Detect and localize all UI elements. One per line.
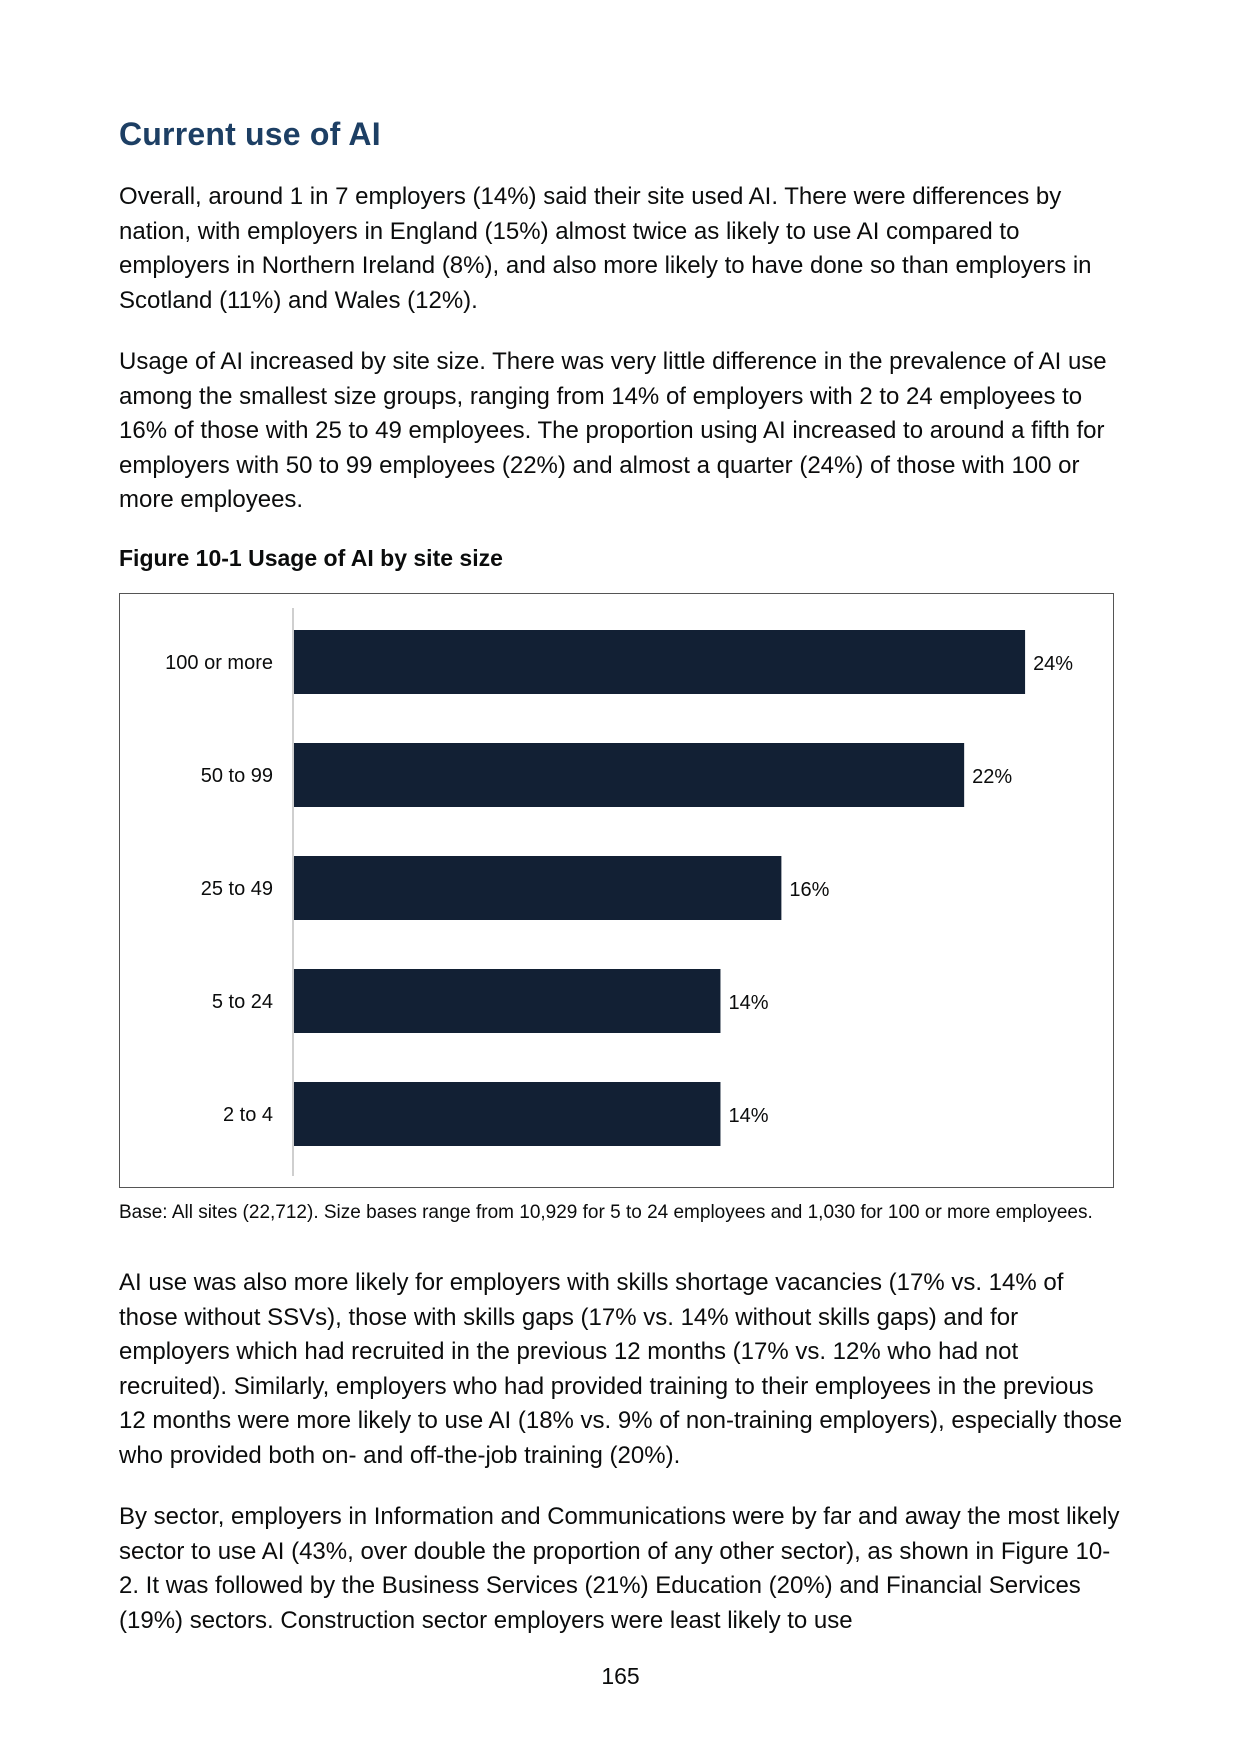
bar-chart — [120, 594, 1115, 1189]
bar-1 — [294, 743, 964, 807]
skills-paragraph: AI use was also more likely for employers with skills shortage vacancies (17% vs. 14% of those without SSVs), those with skills gaps (17% vs. 14% without skills gaps) and for employers which had recruited in the previous 12 months (17% vs. 12% who had not recruited). Similarly, employers who had provided training to their employees in the previous 12 months were more likely to use AI (18% vs. 9% of non-training employers), especially those who provided both on- and off-the-job training (20%). — [119, 1269, 1123, 1469]
category-label: 100 or more — [165, 652, 273, 674]
page-heading: Current use of AI — [119, 116, 381, 152]
bar-2 — [294, 856, 781, 920]
sector-paragraph: By sector, employers in Information and Communications were by far and away the most likely sector to use AI (43%, over double the proportion of any other sector), as shown in Figure 10-2. It was followed by the Business Services (21%) Education (20%) and Financial Services (19%) sectors. Construction sector employers were least likely to use — [119, 1503, 1120, 1634]
intro-paragraph: Overall, around 1 in 7 employers (14%) said their site used AI. There were differences by nation, with employers in England (15%) almost twice as likely to use AI compared to employers in Northern Ireland (8%), and also more likely to have done so than employers in Scotland (11%) and Wales (12%). — [119, 183, 1092, 314]
page-number: 165 — [601, 1663, 640, 1689]
category-label: 25 to 49 — [200, 878, 273, 900]
value-label: 22% — [972, 766, 1013, 788]
bar-4 — [294, 1082, 720, 1146]
base-note: Base: All sites (22,712). Size bases range from 10,929 for 5 to 24 employees and 1,030 for 100 or more employees. — [119, 1202, 1093, 1223]
bar-0 — [294, 630, 1025, 694]
value-label: 14% — [728, 992, 769, 1014]
chart-frame — [119, 593, 1114, 1188]
value-label: 14% — [728, 1105, 769, 1127]
category-label: 2 to 4 — [222, 1104, 273, 1126]
value-label: 16% — [789, 879, 830, 901]
value-label: 24% — [1033, 653, 1074, 675]
category-label: 5 to 24 — [211, 991, 273, 1013]
bar-3 — [294, 969, 720, 1033]
site-size-paragraph: Usage of AI increased by site size. There was very little difference in the prevalence of AI use among the smallest size groups, ranging from 14% of employers with 2 to 24 employees to 16% of those with 25 to 49 employees. The proportion using AI increased to around a fifth for employers with 50 to 99 employees (22%) and almost a quarter (24%) of those with 100 or more employees. — [119, 348, 1107, 513]
category-label: 50 to 99 — [200, 765, 273, 787]
figure-title: Figure 10-1 Usage of AI by site size — [119, 545, 503, 571]
